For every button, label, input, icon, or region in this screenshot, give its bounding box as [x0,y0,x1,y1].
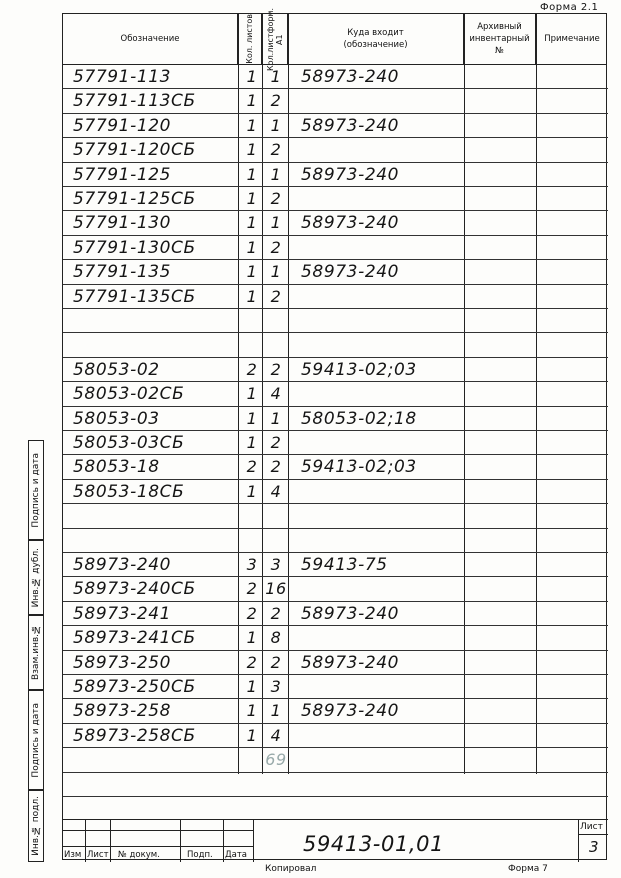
qty-format-cell: 2 [270,91,282,111]
table-row [63,480,608,504]
tb-sign: Подп. [187,850,213,860]
qty-format-cell: 2 [270,433,282,452]
qty-sheets-cell: 1 [246,237,258,257]
form-label-top: Форма 2.1 [540,2,599,13]
table-row [63,529,608,553]
tb-izm: Изм [64,850,82,860]
qty-format-cell: 1 [270,164,282,184]
qty-sheets-cell: 1 [246,262,258,282]
designation-cell: 58973-241 [73,603,172,624]
side-signature-date-2 [28,690,44,790]
where-used-cell: 59413-02;03 [301,359,417,380]
table-row [63,309,608,333]
designation-cell: 57791-125 [73,164,172,185]
header-qty-sheets: Кол. листов [238,14,262,64]
tb-sheet-label: Лист [580,822,603,832]
qty-sheets-cell: 1 [246,433,258,452]
qty-format-cell: 1 [270,408,282,428]
where-used-cell: 59413-75 [301,555,388,575]
side-label: Подпись и дата [31,702,41,778]
table-row [63,748,608,772]
qty-sheets-cell: 2 [246,579,258,599]
table-row [63,699,608,723]
qty-sheets-cell: 1 [246,91,258,111]
qty-sheets-cell: 1 [246,384,258,404]
qty-format-cell: 2 [270,237,282,257]
table-row [63,577,608,601]
header-designation: Обозначение [63,14,238,64]
designation-cell: 58053-02 [73,359,160,380]
designation-cell: 58973-250 [73,652,172,673]
qty-sheets-cell: 1 [246,164,258,184]
where-used-cell: 59413-02;03 [301,457,417,478]
table-row [63,382,608,406]
table-row [63,675,608,699]
side-label: Подпись и дата [31,452,41,528]
qty-format-cell: 8 [270,628,282,648]
qty-sheets-cell: 1 [246,189,258,208]
side-inv-dubl [28,540,44,615]
designation-cell: 57791-113СБ [73,91,196,112]
tb-date: Дата [225,850,248,860]
qty-format-cell: 1 [270,262,282,282]
qty-sheets-cell: 1 [246,286,258,306]
designation-cell: 57791-120СБ [73,140,196,161]
table-row [63,407,608,431]
designation-cell: 57791-135 [73,262,172,283]
qty-format-cell: 3 [270,677,282,696]
designation-cell: 58053-03СБ [73,433,185,453]
table-row [63,602,608,626]
side-label: Инв.№ дубл. [31,547,41,608]
where-used-cell: 58053-02;18 [301,408,417,429]
qty-format-cell: 2 [270,286,282,306]
where-used-cell: 58973-240 [301,115,400,136]
where-used-cell: 58973-240 [301,213,400,234]
designation-cell: 58973-258 [73,701,172,722]
side-inv-podl [28,790,44,862]
designation-cell: 57791-135СБ [73,286,196,307]
designation-cell: 58973-240СБ [73,579,196,600]
qty-sheets-cell: 1 [246,140,258,160]
header-qty-format: Кол.листформ. А1 [262,14,288,64]
table-row [63,285,608,309]
table-row [63,333,608,357]
table-row [63,504,608,528]
qty-format-cell: 2 [270,189,282,208]
qty-sheets-cell: 1 [246,725,258,745]
designation-cell: 57791-130 [73,213,172,234]
side-vzam-inv [28,615,44,690]
designation-cell: 58973-241СБ [73,628,196,649]
designation-cell: 58053-02СБ [73,384,185,405]
where-used-cell: 58973-240 [301,262,400,283]
designation-cell: 58053-03 [73,408,160,429]
header-where-used: Куда входит (обозначение) [288,14,464,64]
qty-format-cell: 1 [270,701,282,721]
table-row [63,553,608,577]
where-used-cell: 58973-240 [301,701,400,722]
qty-sheets-cell: 2 [246,603,258,623]
where-used-cell: 58973-240 [301,652,400,673]
qty-sheets-cell: 1 [246,481,258,501]
table-row [63,431,608,455]
tb-doc-no: № докум. [118,850,160,860]
table-row [63,773,608,797]
tb-list: Лист [87,850,109,860]
table-row [63,211,608,235]
table-row [63,114,608,138]
side-signature-date-1 [28,440,44,540]
designation-cell: 58973-240 [73,555,172,575]
side-label: Инв.№ подл. [31,796,41,856]
qty-format-cell: 2 [270,140,282,160]
qty-format-cell: 1 [270,115,282,135]
qty-sheets-cell: 1 [246,408,258,428]
table-row [63,358,608,382]
qty-format-cell: 69 [265,750,287,770]
qty-format-cell: 2 [270,603,282,623]
qty-sheets-cell: 1 [246,115,258,135]
tb-sheet-number: 3 [589,838,600,856]
qty-format-cell: 4 [270,481,282,501]
table-row [63,65,608,89]
where-used-cell: 58973-240 [301,603,400,624]
designation-cell: 58053-18 [73,457,160,478]
table-row [63,138,608,162]
qty-format-cell: 2 [270,652,282,672]
where-used-cell: 58973-240 [301,164,400,185]
table-row [63,724,608,748]
qty-sheets-cell: 2 [246,457,258,477]
qty-sheets-cell: 1 [246,213,258,233]
qty-sheets-cell: 1 [246,677,258,696]
qty-format-cell: 16 [265,579,287,599]
table-row [63,455,608,479]
designation-cell: 57791-125СБ [73,189,196,209]
table-row [63,236,608,260]
qty-format-cell: 3 [270,555,282,574]
where-used-cell: 58973-240 [301,67,400,87]
qty-format-cell: 2 [270,457,282,477]
qty-sheets-cell: 2 [246,652,258,672]
footer-copied: Копировал [265,864,317,874]
qty-sheets-cell: 2 [246,359,258,379]
table-row [63,89,608,113]
table-row [63,163,608,187]
qty-format-cell: 4 [270,384,282,404]
qty-format-cell: 4 [270,725,282,745]
document-number: 59413-01,01 [303,832,445,856]
title-block [63,819,608,862]
table-row [63,651,608,675]
qty-sheets-cell: 1 [246,701,258,721]
qty-sheets-cell: 3 [246,555,258,574]
designation-cell: 57791-113 [73,67,172,87]
table-row [63,187,608,211]
table-row [63,260,608,284]
designation-cell: 58973-250СБ [73,677,196,697]
qty-format-cell: 1 [270,67,282,86]
header-note: Примечание [544,34,600,44]
side-label: Взам.инв.№ [31,624,41,681]
qty-sheets-cell: 1 [246,628,258,648]
qty-sheets-cell: 1 [246,67,258,86]
header-archive: Архивный инвентарный № [464,14,536,64]
qty-format-cell: 2 [270,359,282,379]
form-label-bottom: Форма 7 [508,864,548,874]
designation-cell: 57791-120 [73,115,172,136]
qty-format-cell: 1 [270,213,282,233]
table-row [63,626,608,650]
designation-cell: 58053-18СБ [73,481,185,502]
designation-cell: 57791-130СБ [73,237,196,258]
designation-cell: 58973-258СБ [73,725,196,746]
